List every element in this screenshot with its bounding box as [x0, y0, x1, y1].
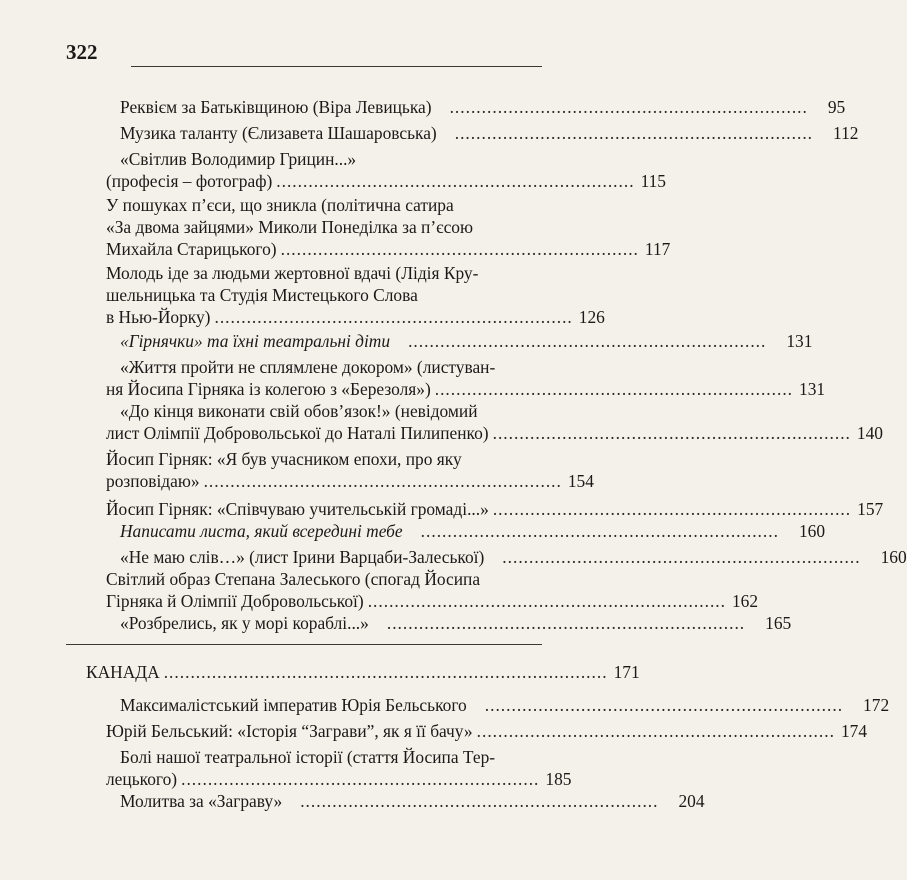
toc-page-number: 131: [799, 379, 826, 399]
toc-page-number: 204: [678, 791, 705, 811]
section-divider: [66, 644, 542, 645]
toc-entry: «До кінця виконати свій обов’язок!» (невідомий лист Олімпії Добровольської до Наталі Пилипенко) ................................................................... 140: [106, 401, 883, 443]
toc-page-number: 117: [644, 239, 671, 259]
header-rule: [131, 66, 542, 67]
toc-page-number: 95: [827, 97, 846, 117]
toc-page-number: 112: [833, 123, 859, 143]
toc-entry: Написати листа, який всередині тебе ................................................................... 160: [120, 521, 826, 541]
toc-page-number: 172: [863, 695, 890, 715]
toc-page-number: 162: [731, 591, 759, 611]
section-heading: КАНАДА ................................................................................... 171: [86, 662, 640, 682]
toc-entry: У пошуках п’єси, що зникла (політична сатира «За двома зайцями» Миколи Понеділка за п’єсою Михайла Старицького) ................................................................... 117: [106, 195, 671, 259]
toc-page-number: 174: [840, 721, 868, 741]
toc-page-number: 160: [880, 547, 907, 567]
toc-entry: «Світлив Володимир Грицин...» (професія – фотограф) ................................................................... 115: [106, 149, 667, 191]
toc-entry: «Гірнячки» та їхні театральні діти ................................................................... 131: [120, 331, 813, 351]
toc-entry: Юрій Бельський: «Історія “Заграви”, як я її бачу» ................................................................... 174: [106, 721, 868, 741]
toc-page-number: 140: [856, 423, 883, 443]
toc-entry: Молодь іде за людьми жертовної вдачі (Лідія Кру- шельницька та Студія Мистецького Слова в Нью-Йорку) ................................................................... 126: [106, 263, 605, 327]
toc-page-number: 160: [798, 521, 826, 541]
toc-page-number: 154: [567, 471, 594, 491]
page-number: 322: [66, 40, 98, 64]
toc-page-number: 171: [613, 662, 640, 682]
toc-entry: Реквієм за Батьківщиною (Віра Левицька) ................................................................... 95: [120, 97, 846, 117]
toc-entry: Йосип Гірняк: «Я був учасником епохи, про яку розповідаю» ................................................................... 154: [106, 449, 594, 491]
toc-entry: Музика таланту (Єлизавета Шашаровська) ................................................................... 112: [120, 123, 859, 143]
toc-entry: Максималістський імператив Юрія Бельського ................................................................... 172: [120, 695, 890, 715]
toc-entry: Молитва за «Заграву» ................................................................... 204: [120, 791, 705, 811]
toc-page-number: 185: [545, 769, 572, 789]
toc-page-number: 131: [786, 331, 813, 351]
toc-entry: «Розбрелись, як у морі кораблі...» ................................................................... 165: [120, 613, 792, 633]
toc-entry: Світлий образ Степана Залеського (спогад Йосипа Гірняка й Олімпії Добровольської) ................................................................... 162: [106, 569, 759, 611]
toc-entry: «Життя пройти не сплямлене докором» (листуван- ня Йосипа Гірняка із колегою з «Березоля») ................................................................... 131: [106, 357, 826, 399]
toc-entry: Болі нашої театральної історії (стаття Йосипа Тер- лецького) ................................................................... 185: [106, 747, 572, 789]
toc-page-number: 126: [578, 307, 605, 327]
toc-entry: «Не маю слів…» (лист Ірини Варцаби-Залеської) ................................................................... 160: [120, 547, 907, 567]
toc-entry: Йосип Гірняк: «Співчуваю учительській громаді...» ................................................................... 157: [106, 499, 884, 519]
toc-page-number: 157: [857, 499, 884, 519]
toc-page-number: 165: [765, 613, 792, 633]
toc-page-number: 115: [640, 171, 667, 191]
